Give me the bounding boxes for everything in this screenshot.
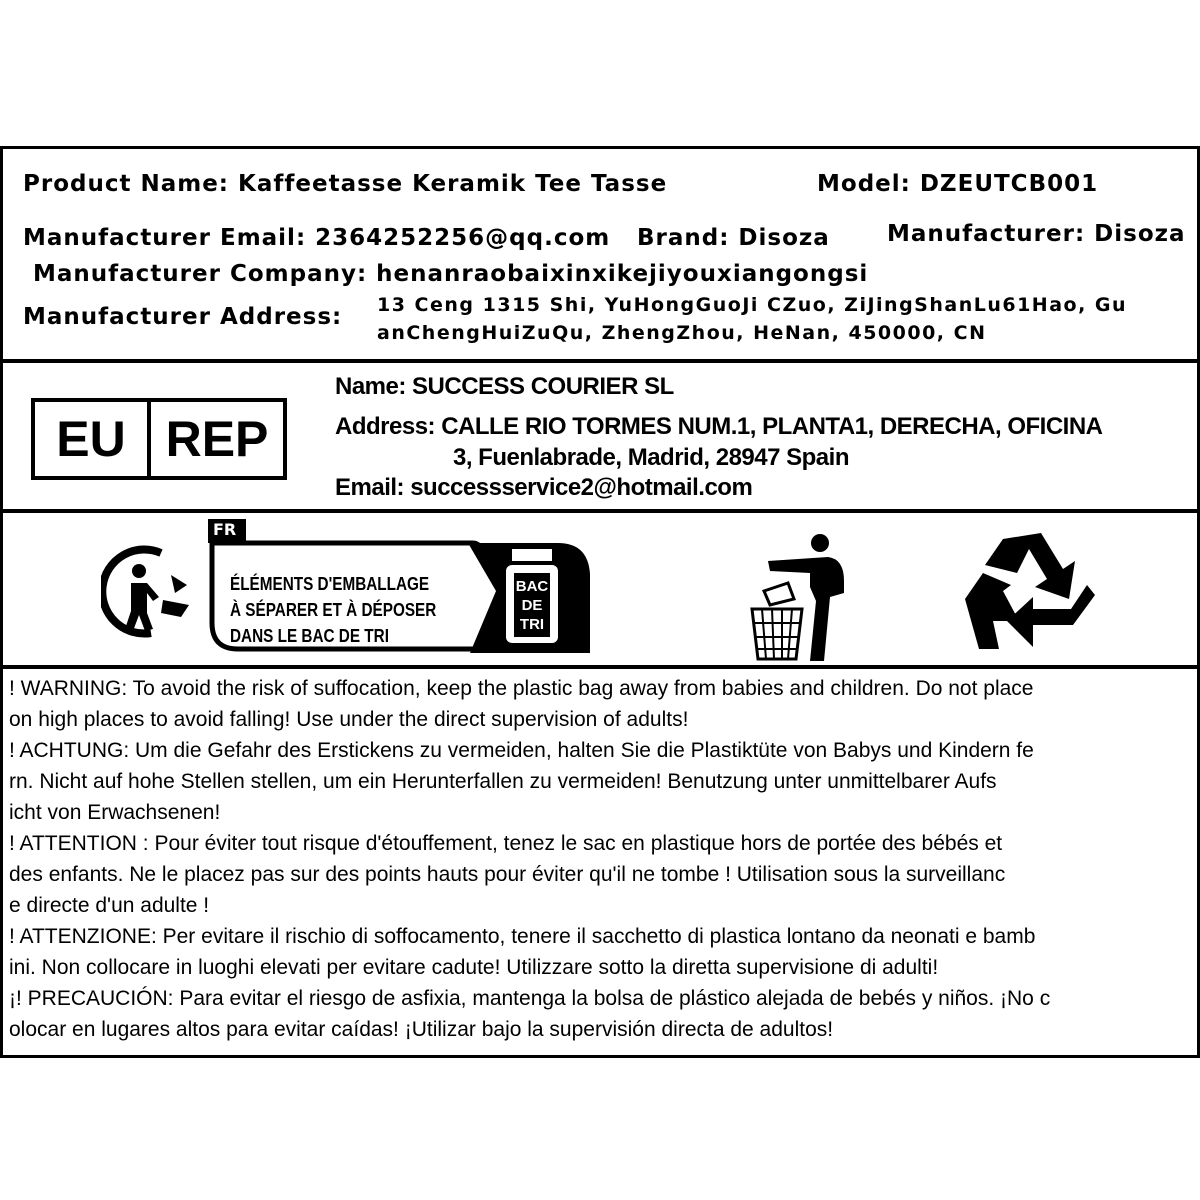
product-name: Product Name: Kaffeetasse Keramik Tee Tasse xyxy=(23,171,668,197)
triman-line: À SÉPARER ET À DÉPOSER xyxy=(230,600,437,620)
manufacturer-email: Manufacturer Email: 2364252256@qq.com xyxy=(23,225,611,251)
warning-line: on high places to avoid falling! Use under the direct supervision of adults! xyxy=(9,708,689,731)
fr-badge: FR xyxy=(213,520,237,539)
warning-paragraph xyxy=(9,673,1194,735)
address-line: 13 Ceng 1315 Shi, YuHongGuoJi CZuo, ZiJingShanLu61Hao, Gu xyxy=(377,294,1128,316)
warning-line: ! ATTENTION : Pour éviter tout risque d'étouffement, tenez le sac en plastique hors de portée des bébés et xyxy=(9,832,1003,855)
warning-line: ! ATTENZIONE: Per evitare il rischio di soffocamento, tenere il sacchetto di plastica lontano da neonati e bamb xyxy=(9,925,1036,948)
warning-paragraph xyxy=(9,983,1194,1045)
triman-line: ÉLÉMENTS D'EMBALLAGE xyxy=(230,574,430,594)
warning-line: ¡! PRECAUCIÓN: Para evitar el riesgo de asfixia, mantenga la bolsa de plástico alejada de bebés y niños. ¡No c xyxy=(9,987,1051,1010)
eu-rep-section xyxy=(3,363,1197,513)
triman-icon xyxy=(101,545,196,640)
warning-line: olocar en lugares altos para evitar caídas! ¡Utilizar bajo la supervisión directa de adultos! xyxy=(9,1018,834,1041)
eu-rep-email: Email: successservice2@hotmail.com xyxy=(335,474,753,501)
eu-rep-address: Address: CALLE RIO TORMES NUM.1, PLANTA1, DERECHA, OFICINA xyxy=(335,413,1103,440)
warning-line: ! WARNING: To avoid the risk of suffocation, keep the plastic bag away from babies and children. Do not place xyxy=(9,677,1034,700)
manufacturer-company: Manufacturer Company: henanraobaixinxikejiyouxiangongsi xyxy=(33,261,869,287)
recycle-icon xyxy=(963,529,1098,661)
warning-line: des enfants. Ne le placez pas sur des points hauts pour éviter qu'il ne tombe ! Utilisation sous la surveillanc xyxy=(9,863,1006,886)
eu-text: EU xyxy=(35,402,151,476)
triman-line: DANS LE BAC DE TRI xyxy=(230,626,389,646)
manufacturer-section xyxy=(3,149,1197,363)
bin-line: DE xyxy=(521,597,543,614)
disposal-symbols-section xyxy=(3,513,1197,669)
warning-paragraph xyxy=(9,828,1194,921)
bin-label xyxy=(514,577,550,634)
manufacturer-address-label: Manufacturer Address: xyxy=(23,304,343,330)
warning-line: e directe d'un adulte ! xyxy=(9,894,210,917)
manufacturer: Manufacturer: Disoza xyxy=(887,221,1186,247)
model: Model: DZEUTCB001 xyxy=(817,171,1099,197)
rep-text: REP xyxy=(165,411,269,467)
warnings-section xyxy=(3,669,1197,1055)
brand: Brand: Disoza xyxy=(637,225,830,251)
warning-paragraph xyxy=(9,921,1194,983)
triman-info-block xyxy=(208,519,593,657)
warning-paragraph xyxy=(9,735,1194,828)
triman-text xyxy=(230,571,436,649)
tidy-man-icon xyxy=(748,531,858,661)
bin-line: BAC xyxy=(515,578,549,595)
warning-line: icht von Erwachsenen! xyxy=(9,801,221,824)
warning-line: rn. Nicht auf hohe Stellen stellen, um ein Herunterfallen zu vermeiden! Benutzung unter unmittelbarer Aufs xyxy=(9,770,997,793)
manufacturer-address xyxy=(377,291,1127,347)
warnings-text xyxy=(9,673,1194,1045)
warning-line: ini. Non collocare in luoghi elevati per evitare cadute! Utilizzare sotto la diretta supervisione di adulti! xyxy=(9,956,939,979)
bin-line: TRI xyxy=(519,616,545,633)
eu-rep-name: Name: SUCCESS COURIER SL xyxy=(335,373,674,400)
eu-rep-address-2: 3, Fuenlabrade, Madrid, 28947 Spain xyxy=(453,444,849,471)
eu-rep-badge xyxy=(31,398,287,480)
warning-line: ! ACHTUNG: Um die Gefahr des Erstickens zu vermeiden, halten Sie die Plastiktüte von Babys und Kindern fe xyxy=(9,739,1034,762)
product-label xyxy=(0,146,1200,1058)
address-line: anChengHuiZuQu, ZhengZhou, HeNan, 450000, CN xyxy=(377,322,987,344)
